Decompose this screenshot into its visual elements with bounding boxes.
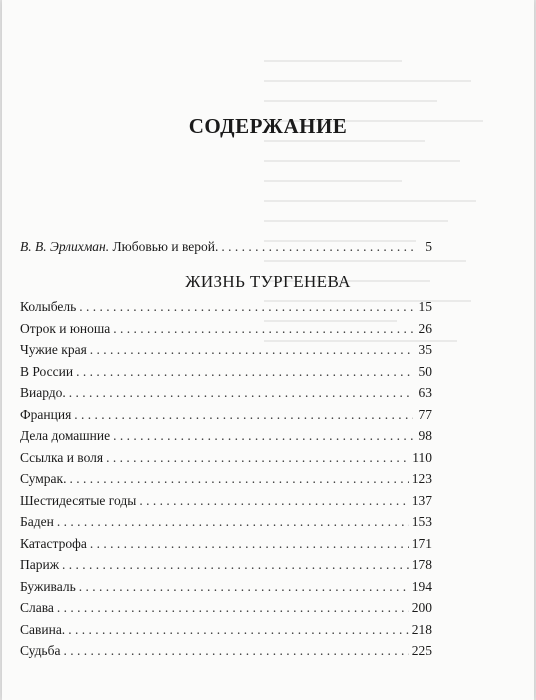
dot-leader — [113, 425, 413, 447]
dot-leader — [79, 296, 413, 318]
toc-entry-title: Париж — [20, 557, 60, 572]
toc-entry-title: Отрок и юноша — [20, 320, 111, 336]
toc-entry[interactable] — [20, 447, 432, 469]
toc-entry-page-number: 137 — [411, 492, 432, 508]
toc-entry-title: Судьба — [20, 643, 61, 658]
dot-leader — [68, 619, 409, 641]
toc-entry[interactable] — [20, 576, 432, 598]
toc-entry-title: Буживаль — [20, 578, 76, 594]
dot-leader — [221, 236, 413, 257]
toc-entry-page-number: 77 — [418, 406, 432, 422]
toc-entry-title: Франция — [20, 406, 72, 422]
dot-leader — [57, 597, 409, 619]
toc-entry-page-number: 194 — [411, 578, 432, 594]
toc-entry[interactable] — [20, 404, 432, 426]
dot-leader — [90, 533, 409, 555]
toc-entry-title: Ссылка и воля — [20, 449, 104, 465]
toc-entry-page-number: 50 — [418, 363, 432, 379]
toc-entry-title: Слава — [20, 600, 54, 615]
toc-entry[interactable] — [20, 533, 432, 555]
dot-leader — [113, 318, 413, 340]
toc-entry-page-number: 178 — [411, 557, 432, 572]
toc-entry-title: Колыбель — [20, 299, 77, 314]
toc-entry[interactable] — [20, 554, 432, 576]
toc-entry-page-number: 98 — [418, 428, 432, 443]
toc-entry-page-number: 63 — [418, 385, 432, 400]
toc-entry[interactable] — [20, 425, 432, 447]
toc-entry-title: Катастрофа — [20, 535, 87, 551]
toc-entry[interactable] — [20, 339, 432, 361]
dot-leader — [69, 468, 408, 490]
toc-entry-page-number: 200 — [411, 600, 432, 615]
toc-entry[interactable] — [20, 597, 432, 619]
contents-heading: СОДЕРЖАНИЕ — [188, 114, 348, 138]
toc-entry[interactable] — [20, 490, 432, 512]
toc-entry[interactable] — [20, 468, 432, 490]
toc-entry-title: Шестидесятые годы — [20, 492, 137, 508]
toc-entry-title: Виардо. — [20, 385, 66, 400]
intro-author: В. В. Эрлихман. — [20, 239, 110, 254]
dot-leader — [63, 640, 408, 662]
toc-entry-page-number: 110 — [412, 449, 432, 465]
toc-entry[interactable] — [20, 296, 432, 318]
dot-leader — [79, 576, 409, 598]
toc-entry-title: Чужие края — [20, 342, 87, 357]
toc-entry-page-number: 35 — [418, 342, 432, 357]
toc-entry[interactable] — [20, 619, 432, 641]
toc-entry-title: Савина. — [20, 621, 66, 637]
book-page — [2, 0, 534, 700]
toc-entry[interactable] — [20, 511, 432, 533]
toc-entry-page-number: 218 — [411, 621, 432, 637]
toc-entry-page-number: 15 — [418, 299, 432, 314]
toc-list — [20, 296, 432, 662]
toc-entry-title: Сумрак. — [20, 471, 67, 486]
dot-leader — [74, 404, 413, 426]
toc-entry-page-number: 225 — [411, 643, 432, 658]
dot-leader — [69, 382, 413, 404]
toc-entry-title: Баден — [20, 514, 54, 529]
dot-leader — [57, 511, 409, 533]
toc-entry-page-number: 26 — [418, 320, 432, 336]
toc-entry-page-number: 153 — [411, 514, 432, 529]
dot-leader — [76, 361, 413, 383]
dot-leader — [62, 554, 409, 576]
toc-entry-page-number: 171 — [411, 535, 432, 551]
dot-leader — [139, 490, 408, 512]
section-title: ЖИЗНЬ ТУРГЕНЕВА — [185, 272, 351, 291]
intro-entry[interactable] — [20, 236, 432, 257]
toc-entry[interactable] — [20, 382, 432, 404]
toc-entry-page-number: 123 — [411, 471, 432, 486]
toc-entry-title: В России — [20, 363, 74, 379]
toc-entry-title: Дела домашние — [20, 428, 111, 443]
dot-leader — [106, 447, 409, 469]
toc-entry[interactable] — [20, 361, 432, 383]
intro-title: Любовью и верой. — [112, 239, 219, 254]
toc-entry[interactable] — [20, 318, 432, 340]
intro-page-number: 5 — [425, 239, 432, 254]
toc-entry[interactable] — [20, 640, 432, 662]
dot-leader — [90, 339, 413, 361]
